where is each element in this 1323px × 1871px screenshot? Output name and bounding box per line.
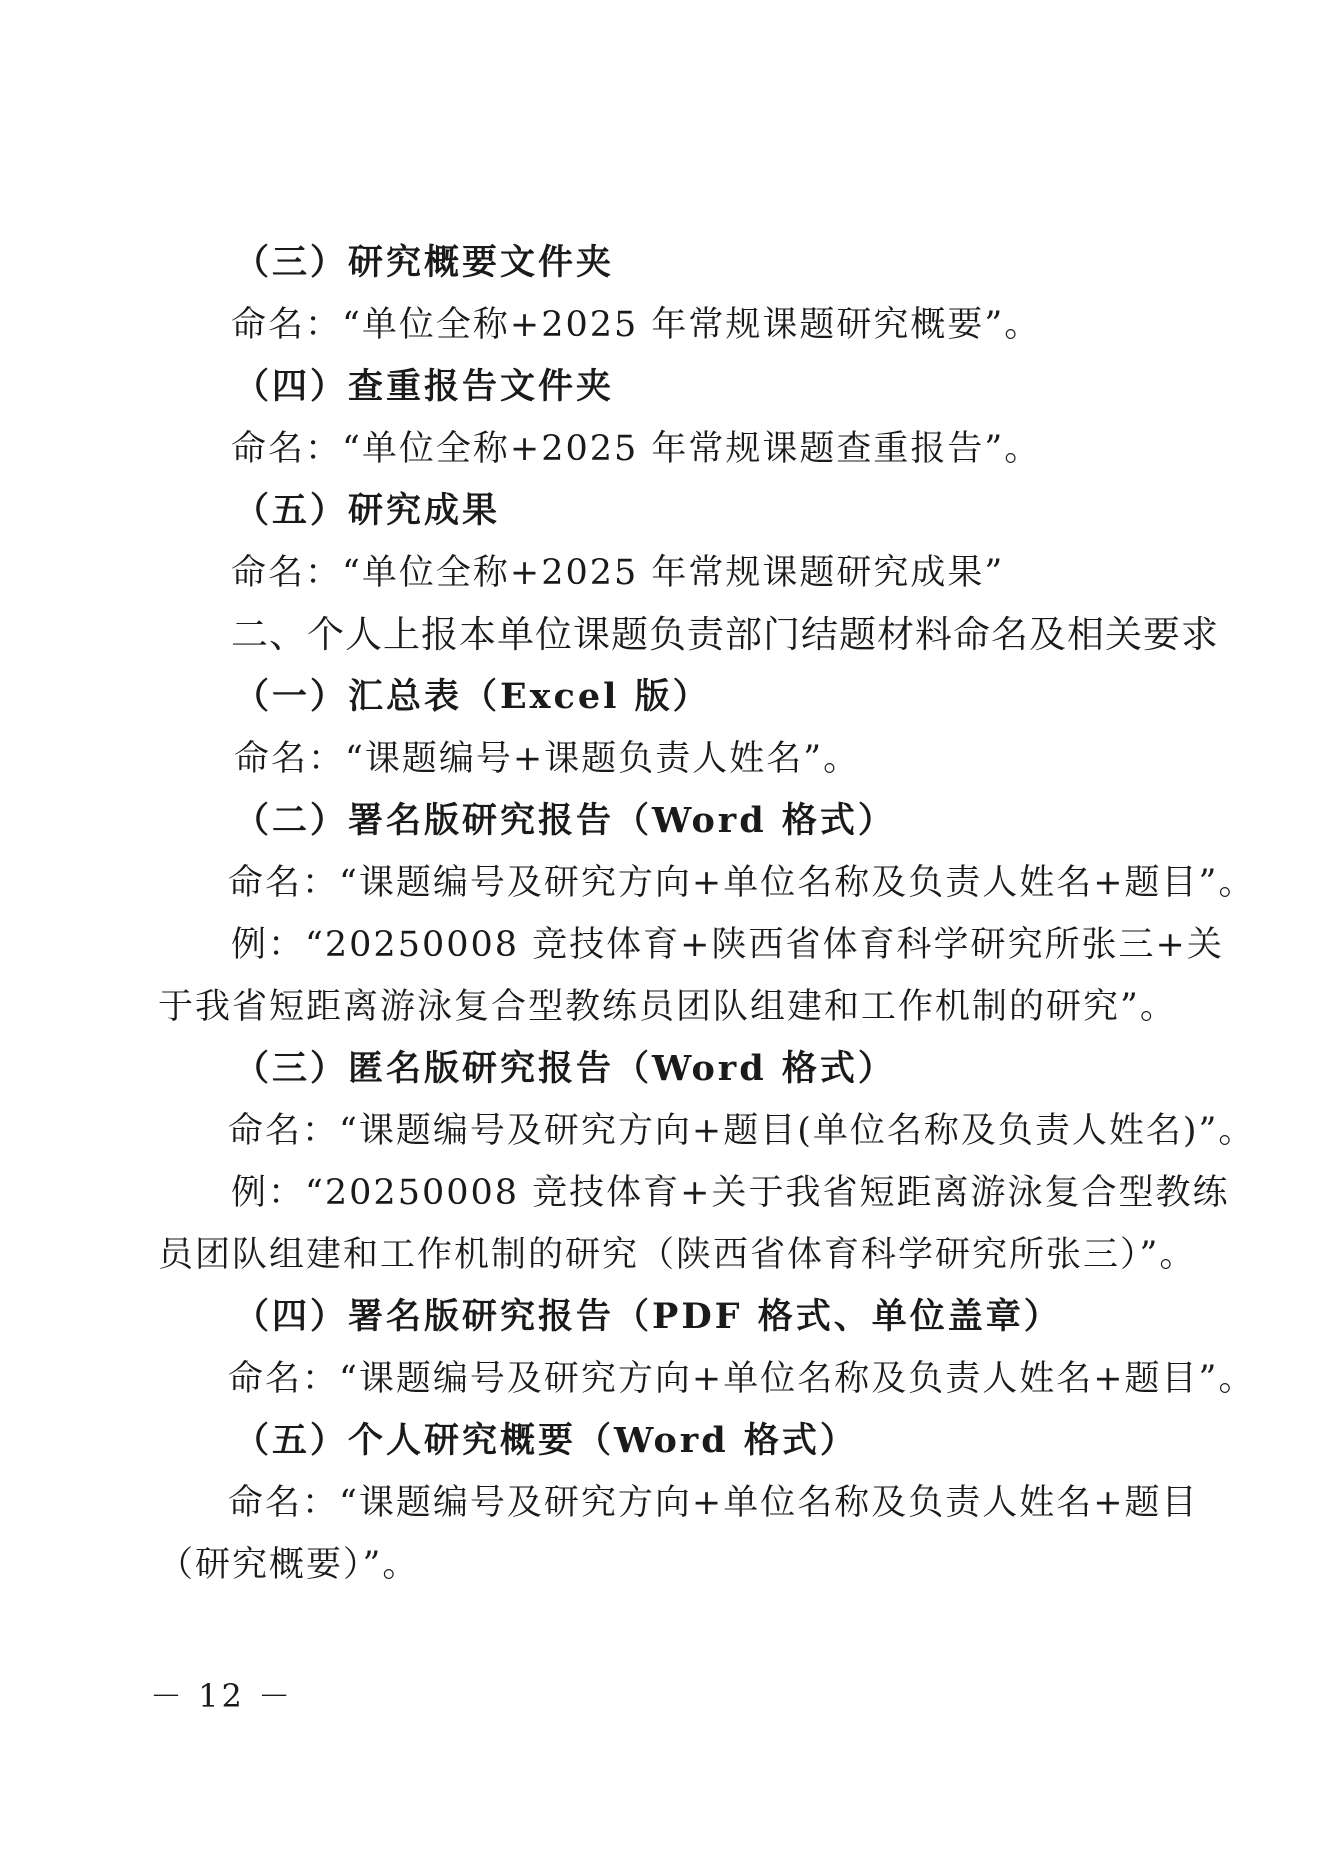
heading-anonymous-report-word: （三）匿名版研究报告（Word 格式） [234, 1048, 896, 1089]
heading-research-summary-folder: （三）研究概要文件夹 [234, 242, 615, 283]
naming-rule-plagiarism-report: 命名：“单位全称+2025 年常规课题查重报告”。 [231, 429, 1042, 469]
example-anonymous-report-line2: 员团队组建和工作机制的研究（陕西省体育科学研究所张三）”。 [158, 1235, 1197, 1275]
example-anonymous-report-line1: 例：“20250008 竞技体育+关于我省短距离游泳复合型教练 [231, 1173, 1230, 1213]
naming-rule-research-results: 命名：“单位全称+2025 年常规课题研究成果” [231, 553, 1005, 593]
naming-rule-research-summary: 命名：“单位全称+2025 年常规课题研究概要”。 [231, 305, 1042, 345]
heading-plagiarism-report-folder: （四）查重报告文件夹 [234, 366, 615, 407]
naming-rule-summary-table: 命名：“课题编号+课题负责人姓名”。 [234, 739, 861, 779]
heading-personal-summary-word: （五）个人研究概要（Word 格式） [234, 1420, 858, 1461]
heading-signed-report-pdf: （四）署名版研究报告（PDF 格式、单位盖章） [234, 1296, 1062, 1337]
heading-summary-table: （一）汇总表（Excel 版） [234, 676, 711, 717]
naming-rule-signed-report-word: 命名：“课题编号及研究方向+单位名称及负责人姓名+题目”。 [228, 863, 1256, 903]
page-number: － 12 － [150, 1677, 294, 1715]
section-title-individual-submission: 二、个人上报本单位课题负责部门结题材料命名及相关要求 [231, 613, 1219, 656]
naming-rule-personal-summary-line1: 命名：“课题编号及研究方向+单位名称及负责人姓名+题目 [228, 1483, 1199, 1523]
naming-rule-signed-report-pdf: 命名：“课题编号及研究方向+单位名称及负责人姓名+题目”。 [228, 1359, 1256, 1399]
naming-rule-anonymous-report: 命名：“课题编号及研究方向+题目(单位名称及负责人姓名)”。 [228, 1111, 1256, 1151]
example-signed-report-line1: 例：“20250008 竞技体育+陕西省体育科学研究所张三+关 [231, 925, 1224, 965]
naming-rule-personal-summary-line2: （研究概要）”。 [158, 1545, 420, 1585]
heading-signed-report-word: （二）署名版研究报告（Word 格式） [234, 800, 896, 841]
example-signed-report-line2: 于我省短距离游泳复合型教练员团队组建和工作机制的研究”。 [158, 987, 1177, 1027]
heading-research-results: （五）研究成果 [234, 490, 501, 531]
